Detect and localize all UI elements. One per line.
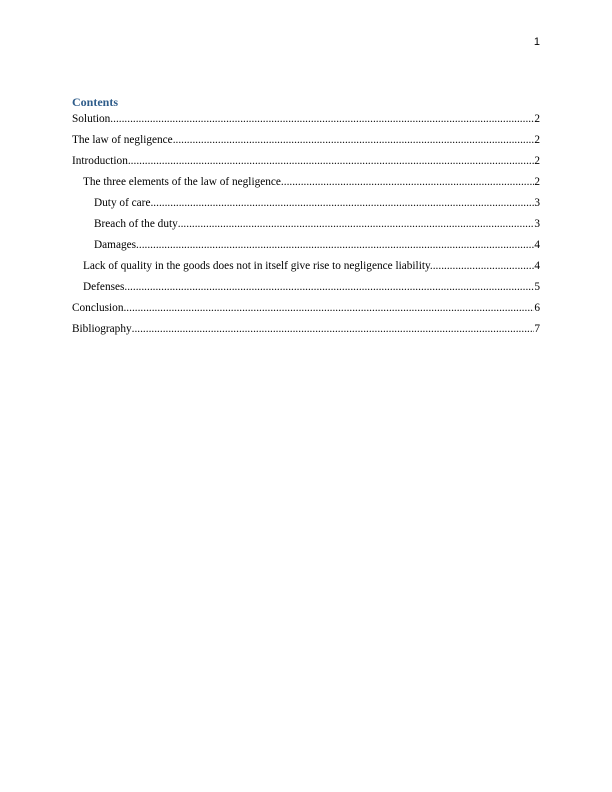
- toc-leader-dots: [110, 112, 534, 126]
- toc-leader-dots: [433, 259, 535, 273]
- toc-leader-dots: [124, 280, 534, 294]
- toc-leader-dots: [136, 238, 534, 252]
- toc-entry-page: 3: [534, 197, 540, 209]
- toc-entry-lack-of-quality[interactable]: [72, 259, 540, 273]
- toc-leader-dots: [123, 301, 534, 315]
- toc-entry-breach-of-duty[interactable]: [72, 217, 540, 231]
- toc-entry-title: Solution: [72, 113, 111, 125]
- toc-entry-page: 3: [534, 218, 540, 230]
- toc-leader-dots: [281, 175, 534, 189]
- toc-entry-title: Conclusion: [72, 302, 124, 314]
- toc-entry-duty-of-care[interactable]: [72, 196, 540, 210]
- toc-entry-title: Damages: [94, 239, 137, 251]
- toc-entry-three-elements[interactable]: [72, 175, 540, 189]
- toc-entry-page: 7: [534, 323, 540, 335]
- toc-entry-law-of-negligence[interactable]: [72, 133, 540, 147]
- toc-entry-page: 2: [534, 134, 540, 146]
- toc-entry-bibliography[interactable]: [72, 322, 540, 336]
- toc-entry-title: Introduction: [72, 155, 128, 167]
- toc-entry-damages[interactable]: [72, 238, 540, 252]
- toc-entry-title: Lack of quality in the goods does not in itself give rise to negligence liability.: [83, 260, 433, 272]
- page-number: 1: [533, 36, 540, 48]
- toc-entry-page: 2: [534, 155, 540, 167]
- toc-entry-title: Duty of care: [94, 197, 151, 209]
- toc-entry-title: The three elements of the law of negligence: [83, 176, 281, 188]
- toc-leader-dots: [173, 133, 535, 147]
- toc-entry-page: 6: [534, 302, 540, 314]
- toc-leader-dots: [132, 322, 535, 336]
- toc-entry-title: Breach of the duty: [94, 218, 178, 230]
- toc-entry-solution[interactable]: [72, 112, 540, 126]
- toc-entry-page: 5: [534, 281, 540, 293]
- toc-entry-defenses[interactable]: [72, 280, 540, 294]
- toc-entry-title: The law of negligence: [72, 134, 173, 146]
- table-of-contents: [72, 95, 540, 343]
- toc-leader-dots: [150, 196, 534, 210]
- toc-leader-dots: [128, 154, 534, 168]
- toc-entry-page: 2: [534, 176, 540, 188]
- toc-entry-page: 4: [534, 260, 540, 272]
- toc-entry-page: 4: [534, 239, 540, 251]
- toc-leader-dots: [178, 217, 535, 231]
- toc-entry-conclusion[interactable]: [72, 301, 540, 315]
- toc-entry-introduction[interactable]: [72, 154, 540, 168]
- toc-entry-title: Bibliography: [72, 323, 132, 335]
- toc-heading: Contents: [72, 95, 119, 109]
- toc-entry-title: Defenses: [83, 281, 125, 293]
- toc-entry-page: 2: [534, 113, 540, 125]
